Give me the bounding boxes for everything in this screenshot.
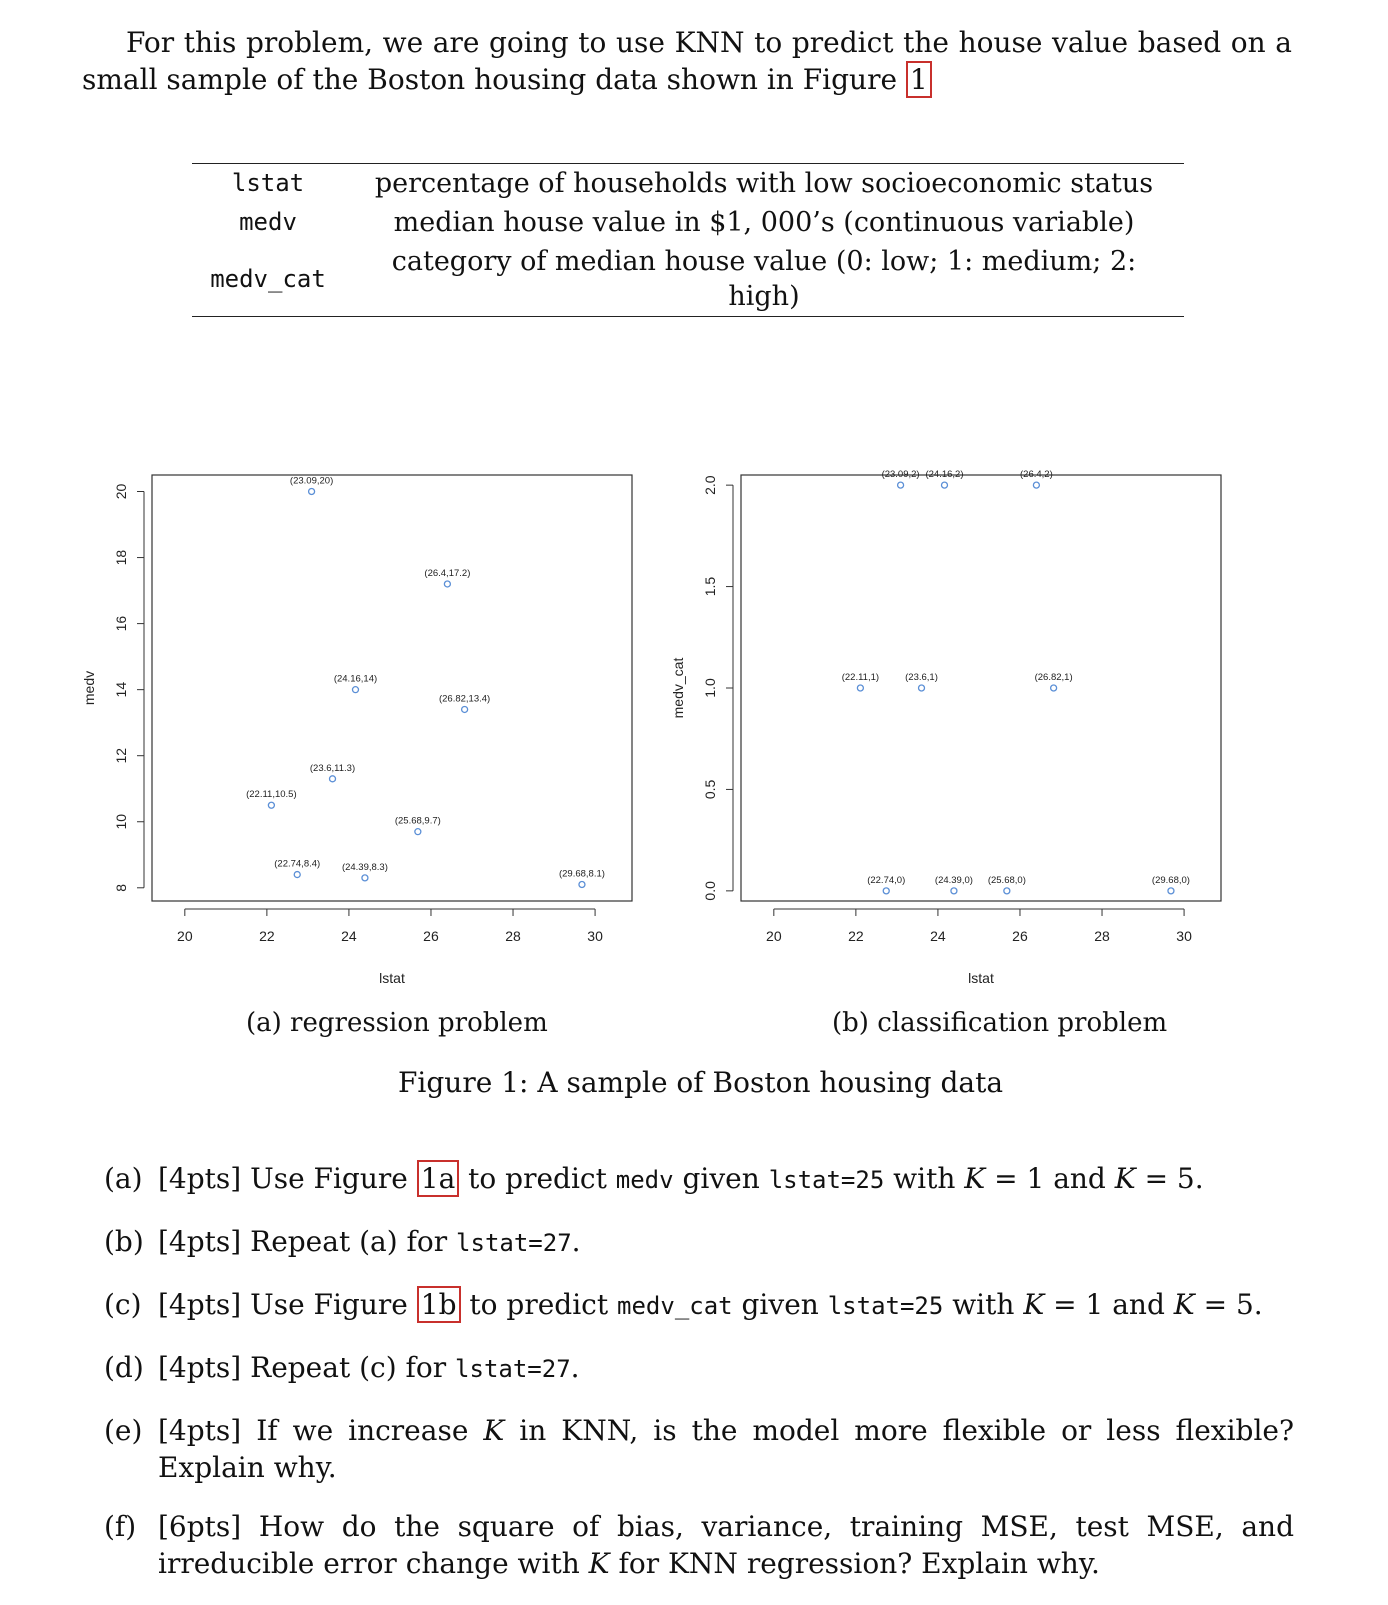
question-text-part: [4pts] Repeat (a) for: [158, 1225, 457, 1258]
question-text: [158, 1286, 1294, 1325]
data-label: (26.4,17.2): [424, 567, 471, 579]
data-point: [898, 482, 904, 488]
list-item: [104, 1160, 1294, 1199]
x-axis-label: lstat: [968, 970, 994, 986]
plot-regression: [81, 475, 632, 986]
question-text-part: = 1 and: [985, 1162, 1115, 1195]
list-item: [104, 1286, 1294, 1325]
code-text: lstat=25: [768, 1166, 885, 1194]
data-point: [1168, 888, 1174, 894]
x-tick-label: 20: [766, 928, 782, 944]
math-symbol: K: [1173, 1288, 1195, 1321]
data-label: (29.68,0): [1151, 874, 1190, 886]
data-point: [309, 489, 315, 495]
x-tick-label: 22: [848, 928, 864, 944]
question-text: [158, 1508, 1294, 1582]
table-row: [192, 203, 1184, 242]
question-text-part: = 5.: [1194, 1288, 1263, 1321]
x-axis-label: lstat: [379, 970, 405, 986]
def-desc: category of median house value (0: low; 1: medium; 2: high): [391, 246, 1137, 312]
y-tick-label: 1.5: [702, 576, 718, 597]
plot-frame: [152, 475, 632, 901]
question-text-part: given: [673, 1162, 769, 1195]
y-tick-label: 10: [113, 813, 129, 830]
question-text-part: with: [943, 1288, 1024, 1321]
data-label: (23.09,20): [289, 475, 334, 487]
data-label: (29.68,8.1): [558, 868, 605, 880]
data-label: (25.68,0): [987, 874, 1026, 886]
x-tick-label: 26: [1012, 928, 1028, 944]
math-symbol: K: [483, 1414, 505, 1447]
data-label: (24.16,14): [333, 673, 378, 685]
y-axis-label: medv: [81, 670, 97, 706]
y-tick-label: 1.0: [702, 678, 718, 698]
y-tick-label: 20: [113, 483, 129, 500]
math-symbol: K: [1023, 1288, 1045, 1321]
list-item: [104, 1349, 1294, 1388]
x-tick-label: 30: [587, 928, 603, 944]
data-point: [1033, 482, 1039, 488]
code-text: lstat=25: [827, 1292, 944, 1320]
data-point: [294, 872, 300, 878]
def-term: lstat: [231, 169, 305, 197]
question-text: [158, 1160, 1294, 1199]
figure-caption: Figure 1: A sample of Boston housing data: [398, 1066, 1004, 1099]
x-tick-label: 28: [505, 928, 521, 944]
table-row: [192, 242, 1184, 317]
data-point: [579, 881, 585, 887]
x-tick-label: 20: [177, 928, 193, 944]
y-axis-label: medv_cat: [670, 657, 686, 719]
data-point: [268, 802, 274, 808]
data-point: [1004, 888, 1010, 894]
question-list: [104, 1160, 1294, 1582]
code-text: medv: [615, 1166, 674, 1194]
question-text-part: [4pts] Repeat (c) for: [158, 1351, 456, 1384]
data-point: [919, 685, 925, 691]
y-tick-label: 0.0: [702, 881, 718, 901]
data-label: (22.11,10.5): [246, 789, 297, 801]
data-label: (26.4,2): [1020, 469, 1053, 481]
question-label: (e): [104, 1414, 143, 1447]
question-label: (f): [104, 1510, 137, 1543]
question-text-part: for KNN regression? Explain why.: [609, 1547, 1100, 1580]
data-point: [883, 888, 889, 894]
math-symbol: K: [964, 1162, 986, 1195]
x-tick-label: 22: [259, 928, 275, 944]
question-text-part: given: [732, 1288, 828, 1321]
intro-paragraph: [82, 24, 1292, 98]
question-text-part: .: [571, 1225, 581, 1258]
data-label: (23.6,1): [905, 672, 938, 683]
question-label: (a): [104, 1162, 143, 1195]
question-text-part: = 5.: [1135, 1162, 1204, 1195]
question-text-part: to predict: [460, 1288, 618, 1321]
caption-b: (b) classification problem: [832, 1008, 1168, 1038]
data-label: (22.74,8.4): [274, 858, 321, 870]
data-point: [362, 875, 368, 881]
question-label: (c): [104, 1288, 142, 1321]
data-label: (22.74,0): [867, 874, 906, 886]
data-point: [444, 581, 450, 587]
y-tick-label: 8: [113, 883, 129, 892]
data-point: [1051, 685, 1057, 691]
list-item: [104, 1223, 1294, 1262]
y-tick-label: 14: [113, 681, 129, 698]
question-text-part: in KNN, is the model more flexible or less flexible? Explain why.: [158, 1414, 1295, 1484]
figure-ref-link[interactable]: 1: [906, 61, 932, 98]
y-tick-label: 16: [113, 615, 129, 632]
data-point: [941, 482, 947, 488]
data-label: (24.39,8.3): [341, 861, 388, 873]
question-text-part: [6pts] How do the square of bias, variance, training MSE, test MSE, and irreducible error change with: [158, 1510, 1294, 1580]
question-text-part: to predict: [459, 1162, 616, 1195]
x-tick-label: 28: [1094, 928, 1110, 944]
math-symbol: K: [588, 1547, 610, 1580]
list-item: [104, 1412, 1294, 1486]
data-point: [951, 888, 957, 894]
data-label: (23.6,11.3): [309, 762, 356, 774]
question-text: [158, 1223, 1294, 1262]
data-point: [352, 687, 358, 693]
data-label: (24.16,2): [925, 469, 964, 481]
x-tick-label: 30: [1176, 928, 1192, 944]
question-text: [158, 1412, 1294, 1486]
figure-ref-link[interactable]: 1b: [417, 1286, 461, 1323]
data-label: (26.82,13.4): [438, 693, 491, 705]
data-label: (24.39,0): [934, 874, 973, 886]
x-tick-label: 26: [423, 928, 439, 944]
y-tick-label: 0.5: [702, 779, 718, 800]
code-text: lstat=27: [456, 1229, 572, 1257]
data-point: [330, 776, 336, 782]
code-text: lstat=27: [455, 1355, 571, 1383]
question-text-part: .: [570, 1351, 580, 1384]
y-tick-label: 2.0: [702, 475, 718, 495]
x-tick-label: 24: [341, 928, 357, 944]
question-text-part: [4pts] If we increase: [158, 1414, 484, 1447]
question-label: (d): [104, 1351, 144, 1384]
def-desc: percentage of households with low socioeconomic status: [374, 168, 1154, 199]
figure-ref-link[interactable]: 1a: [417, 1160, 460, 1197]
data-point: [462, 706, 468, 712]
list-item: [104, 1508, 1294, 1582]
data-label: (23.09,2): [881, 469, 920, 481]
def-term: medv_cat: [210, 264, 326, 293]
plot-frame: [741, 475, 1221, 901]
figure-1-plots: [0, 460, 1388, 1000]
question-text-part: [4pts] Use Figure: [158, 1288, 417, 1321]
data-label: (22.11,1): [841, 672, 880, 683]
question-label: (b): [104, 1225, 144, 1258]
question-text: [158, 1349, 1294, 1388]
data-point: [857, 685, 863, 691]
variable-definitions-table: [192, 163, 1184, 317]
y-tick-label: 12: [113, 747, 129, 764]
intro-text: For this problem, we are going to use KNN to predict the house value based on a small sample of the Boston housing data shown in Figure: [82, 26, 1292, 96]
data-label: (26.82,1): [1034, 672, 1073, 683]
data-point: [415, 829, 421, 835]
data-label: (25.68,9.7): [394, 815, 441, 827]
plot-classification: [670, 469, 1221, 986]
question-text-part: [4pts] Use Figure: [158, 1162, 417, 1195]
table-row: [192, 164, 1184, 204]
x-tick-label: 24: [930, 928, 946, 944]
code-text: medv_cat: [617, 1292, 733, 1320]
math-symbol: K: [1114, 1162, 1136, 1195]
question-text-part: with: [884, 1162, 965, 1195]
y-tick-label: 18: [113, 549, 129, 566]
def-desc: median house value in $1, 000’s (continuous variable): [393, 207, 1135, 238]
question-text-part: = 1 and: [1044, 1288, 1174, 1321]
def-term: medv: [239, 208, 297, 236]
caption-a: (a) regression problem: [246, 1008, 548, 1038]
